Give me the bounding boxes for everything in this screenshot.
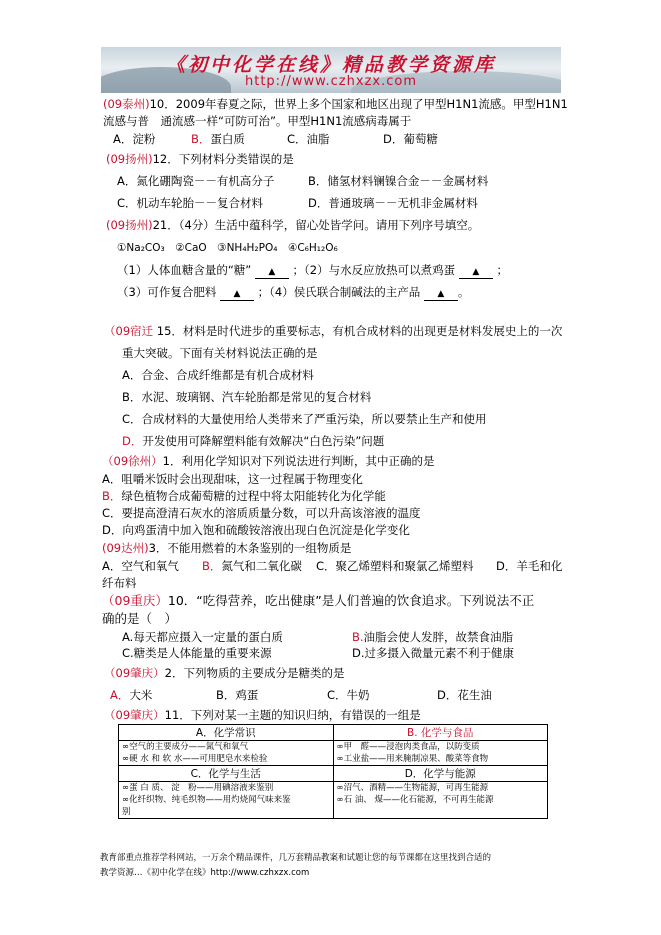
option-b: B．绿色植物合成葡萄糖的过程中将太阳能转化为化学能 xyxy=(102,489,386,503)
source-tag: (09泰州) xyxy=(103,97,150,111)
question-line: （09肇庆）11．下列对某一主题的知识归纳，有错误的一组是 xyxy=(104,708,421,722)
option-d: D．普通玻璃－－无机非金属材料 xyxy=(308,196,478,210)
option-d: D．花生油 xyxy=(437,688,492,702)
source-tag: （09肇庆） xyxy=(104,708,165,722)
option-c: C．牛奶 xyxy=(327,688,370,702)
option-b: B．氮气和二氧化碳 xyxy=(202,559,302,573)
option-b: B．蛋白质 xyxy=(191,132,245,146)
question-line: （09宿迁 15．材料是时代进步的重要标志，有机合成材料的出现更是材料发展史上的一次 xyxy=(104,324,563,338)
option-d: D．开发使用可降解塑料能有效解决“白色污染”问题 xyxy=(122,434,385,448)
source-tag: （09肇庆） xyxy=(104,666,165,680)
answer-blank: ▲ xyxy=(220,288,254,301)
answer-blank: ▲ xyxy=(255,266,289,279)
question-line: 纤布料 xyxy=(102,576,137,590)
source-tag: （09重庆） xyxy=(102,593,168,608)
option-c: C．合成材料的大量使用给人类带来了严重污染，所以要禁止生产和使用 xyxy=(122,412,487,426)
source-tag: (09扬州) xyxy=(106,218,153,232)
source-tag: (09达州) xyxy=(102,541,149,555)
option-a: A.每天都应摄入一定量的蛋白质 xyxy=(122,630,283,644)
question-line: 流感与普 通流感一样“可防可治”。甲型H1N1流感病毒属于 xyxy=(103,114,412,128)
option-c: C．油脂 xyxy=(287,132,330,146)
option-d: D.过多摄入微量元素不利于健康 xyxy=(352,646,515,660)
option-a: A．大米 xyxy=(110,688,153,702)
table-header: C．化学与生活 xyxy=(119,766,334,782)
option-c: C．要提高澄清石灰水的溶质质量分数，可以升高该溶液的温度 xyxy=(102,506,421,520)
table-cell: ∞空气的主要成分——氮气和氧气 ∞硬 水 和 软 水——可用肥皂水来检验 xyxy=(119,741,334,766)
option-a: A．合金、合成纤维都是有机合成材料 xyxy=(122,368,314,382)
question-line: （09肇庆）2．下列物质的主要成分是糖类的是 xyxy=(104,666,345,680)
page-footer: 教育部重点推荐学科网站，一万余个精品课件，几万套精品教案和试题让您的每节课都在这里找到合适的 教学资源…《初中化学在线》http://www.czhxzx.com xyxy=(100,853,492,878)
option-c: C.糖类是人体能量的重要来源 xyxy=(122,646,272,660)
option-c: C．聚乙烯塑料和聚氯乙烯塑料 xyxy=(316,559,474,573)
answer-blank: ▲ xyxy=(424,288,458,301)
question-line: (09扬州)21．（4分）生活中蕴科学，留心处皆学问。请用下列序号填空。 xyxy=(106,218,480,232)
table-cell: ∞蛋 白 质、 淀 粉——用碘溶液来鉴别 ∞化纤织物、纯毛织物——用灼烧闻气味来鉴 别 xyxy=(119,782,334,819)
fill-line: （3）可作复合肥料 ▲ ；（4）侯氏联合制碱法的主产品 ▲ 。 xyxy=(117,285,470,299)
knowledge-table xyxy=(118,724,548,819)
fill-line: （1）人体血糖含量的“糖” ▲ ；（2）与水反应放热可以煮鸡蛋 ▲ ； xyxy=(117,263,508,277)
question-line: (09扬州)12．下列材料分类错误的是 xyxy=(106,152,294,166)
option-b: B．鸡蛋 xyxy=(216,688,259,702)
header-banner xyxy=(101,47,561,93)
option-a: A．咀嚼米饭时会出现甜味，这一过程属于物理变化 xyxy=(102,472,363,486)
option-a: A．淀粉 xyxy=(113,132,156,146)
source-tag: （09徐州） xyxy=(102,454,163,468)
option-a: A．氮化硼陶瓷－－有机高分子 xyxy=(117,174,275,188)
option-c: C．机动车轮胎－－复合材料 xyxy=(117,196,264,210)
option-a: A．空气和氧气 xyxy=(102,559,179,573)
question-line: (09达州)3．不能用燃着的木条鉴别的一组物质是 xyxy=(102,541,352,555)
table-cell: ∞甲 醛——浸泡肉类食品，以防变质 ∞工业盐——用来腌制凉果、酸菜等食物 xyxy=(333,741,548,766)
option-b: B．水泥、玻璃钢、汽车轮胎都是常见的复合材料 xyxy=(122,390,372,404)
option-d: D．向鸡蛋清中加入饱和硫酸铵溶液出现白色沉淀是化学变化 xyxy=(102,523,410,537)
source-tag: (09扬州) xyxy=(106,152,153,166)
question-line: （09徐州）1．利用化学知识对下列说法进行判断，其中正确的是 xyxy=(102,454,435,468)
banner-title: 《初中化学在线》精品教学资源库 xyxy=(165,54,496,76)
table-cell: ∞沼气、酒精——生物能源，可再生能源 ∞石 油、 煤——化石能源，不可再生能源 xyxy=(333,782,548,819)
table-header: A．化学常识 xyxy=(119,725,334,741)
option-d: D．羊毛和化 xyxy=(496,559,563,573)
banner-url[interactable]: http://www.czhxzx.com xyxy=(245,74,417,89)
answer-blank: ▲ xyxy=(459,266,493,279)
question-line: 重大突破。下面有关材料说法正确的是 xyxy=(122,346,318,360)
option-b: B．储氢材料镧镍合金－－金属材料 xyxy=(308,174,489,188)
source-tag: （09宿迁 xyxy=(104,324,154,338)
table-header: D．化学与能源 xyxy=(333,766,548,782)
option-d: D．葡萄糖 xyxy=(383,132,438,146)
question-line: 确的是（ ） xyxy=(102,611,178,626)
question-line: （09重庆）10．“吃得营养，吃出健康”是人们普遍的饮食追求。下列说法不正 xyxy=(102,593,535,608)
question-line: (09泰州)10．2009年春夏之际，世界上多个国家和地区出现了甲型H1N1流感。甲型H1N1 xyxy=(103,97,568,111)
table-header: B. 化学与食品 xyxy=(333,725,548,741)
chemical-list: ①Na₂CO₃ ②CaO ③NH₄H₂PO₄ ④C₆H₁₂O₆ xyxy=(117,242,338,254)
option-b: B.油脂会使人发胖，故禁食油脂 xyxy=(352,630,514,644)
